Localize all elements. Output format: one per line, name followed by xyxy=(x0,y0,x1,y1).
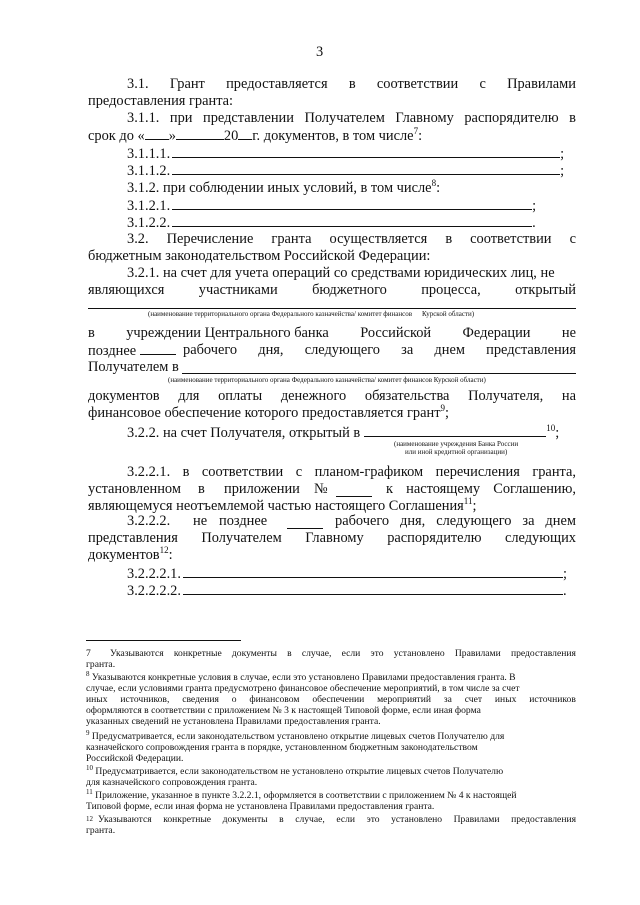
footnote-9-row-1 xyxy=(86,728,576,742)
footnote-9 xyxy=(86,728,576,764)
word: рабочего xyxy=(335,513,390,529)
clause-3-2-2-1-line-1 xyxy=(127,464,576,481)
word: документов xyxy=(88,388,160,404)
footnote-7 xyxy=(86,648,576,670)
footnote-7-last: гранта. xyxy=(86,659,116,670)
footnote-8-last: указанных сведений не установлена Правилами предоставления гранта. xyxy=(86,716,381,727)
footnote-number: 8 xyxy=(86,669,90,678)
line-2-rest xyxy=(386,481,576,498)
word: представления xyxy=(486,342,576,358)
footnote-separator xyxy=(86,640,241,641)
word: рабочего xyxy=(183,342,238,358)
fill-line[interactable] xyxy=(183,565,563,578)
word: перечисления xyxy=(435,464,520,480)
word: конкретные xyxy=(163,814,212,825)
clause-3-1-line-1 xyxy=(127,76,576,93)
word: мероприятий xyxy=(377,694,431,705)
fill-line[interactable] xyxy=(172,162,560,175)
clause-3-2-line-2: бюджетным законодательством Российской Федерации: xyxy=(88,248,431,264)
established: установленном xyxy=(88,481,181,497)
word: соответствии xyxy=(470,231,552,247)
word: Соглашению, xyxy=(493,481,576,497)
word: в xyxy=(287,648,292,659)
word: денежного xyxy=(280,388,347,404)
footnote-7-row-1-words xyxy=(110,648,576,659)
line-text: финансовое обеспечение которого предоставляется грант xyxy=(88,405,441,421)
appendix-number-blank[interactable] xyxy=(336,484,372,497)
word: оплаты xyxy=(218,388,263,404)
caption-part-a: (наименование территориального органа Федерального казначейства/ комитет финансов xyxy=(148,310,413,318)
item-end: ; xyxy=(560,163,565,179)
fill-line[interactable] xyxy=(183,582,563,595)
item-3-2-2-2-2 xyxy=(127,582,567,600)
word: документы xyxy=(231,648,277,659)
footnote-7-row-1 xyxy=(86,648,576,659)
footnote-10-row-1 xyxy=(86,763,576,777)
word: Федерации xyxy=(462,325,531,341)
footnote-number: 12 xyxy=(86,815,93,823)
item-end: . xyxy=(562,583,567,599)
footnote-text: Предусматривается, если законодательством установлено открытие лицевых счетов Получателю для xyxy=(91,731,505,742)
item-label: 3.1.1.1. xyxy=(127,146,171,162)
word: соответствии xyxy=(376,76,459,92)
word: Главному xyxy=(305,530,364,546)
footnote-12-row-1-words xyxy=(98,814,576,825)
word: настоящему xyxy=(406,481,481,497)
treasury-body-line-2[interactable] xyxy=(182,373,576,374)
item-3-1-1-2 xyxy=(127,162,564,180)
word: конкретные xyxy=(173,648,222,659)
footnote-11-row-1 xyxy=(86,787,576,801)
line-4-rest xyxy=(183,342,576,359)
word: днем xyxy=(434,342,465,358)
clause-3-2-2-2-line-3 xyxy=(88,547,173,564)
page-number: 3 xyxy=(316,44,324,60)
fill-line[interactable] xyxy=(172,214,532,227)
clause-3-1-line-2: предоставления гранта: xyxy=(88,93,234,109)
word: Указываются xyxy=(110,648,164,659)
word: следующего xyxy=(304,342,380,358)
word: Получателем xyxy=(201,530,282,546)
word: случае, xyxy=(295,814,325,825)
word: 3.2. xyxy=(127,231,149,247)
word: это xyxy=(370,648,384,659)
word: источников, xyxy=(120,694,170,705)
word: счет xyxy=(464,694,483,705)
fill-line[interactable] xyxy=(172,145,560,158)
bank-caption-2: или иной кредитной организации) xyxy=(405,448,508,456)
treasury-body-line-1[interactable] xyxy=(88,308,576,309)
footnote-8-row-1 xyxy=(86,669,576,683)
word: 3.1.1. xyxy=(127,110,160,126)
clause-3-1-1-line-1 xyxy=(127,110,576,127)
item-label: 3.1.1.2. xyxy=(127,163,171,179)
line-1-rest xyxy=(335,513,576,530)
word: Грант xyxy=(169,76,205,92)
date-quote-close: » xyxy=(168,128,176,144)
word: предоставления xyxy=(511,814,576,825)
item-label: 3.2.2.2.2. xyxy=(127,583,181,599)
word: гранта, xyxy=(532,464,576,480)
clause-3-1-1-line-2 xyxy=(88,127,422,145)
item-3-1-1-1 xyxy=(127,145,564,163)
word: распорядителю xyxy=(464,110,559,126)
word: дня, xyxy=(400,513,426,529)
footnote-9-row-2: казначейского сопровождения гранта в порядке, установленном бюджетным законодательством xyxy=(86,742,478,753)
word: в xyxy=(88,325,95,341)
item-end: . xyxy=(532,215,536,231)
caption-part-b: Курской области) xyxy=(422,310,475,318)
clause-3-2-1-line-1: 3.2.1. на счет для учета операций со средствами юридических лиц, не xyxy=(127,265,555,281)
word: представлении xyxy=(203,110,294,126)
word: предоставления xyxy=(510,648,576,659)
item-end: ; xyxy=(532,198,537,214)
word: Российской xyxy=(360,325,432,341)
word: в xyxy=(569,110,576,126)
item-3-1-2-2 xyxy=(127,214,536,232)
year-prefix: 20 xyxy=(223,128,239,144)
item-label: 3.1.2.1. xyxy=(127,198,171,214)
word: представления xyxy=(88,530,178,546)
line-text: являющемуся неотъемлемой частью настоящего Соглашения xyxy=(88,498,464,514)
word: дня, xyxy=(258,342,284,358)
footnote-ref-9: 9 xyxy=(440,403,445,414)
footnote-number: 11 xyxy=(86,787,93,796)
footnote-8-row-3 xyxy=(86,694,576,705)
word: предоставляется xyxy=(226,76,328,92)
in: в xyxy=(198,481,205,497)
semicolon: ; xyxy=(555,425,560,441)
word: являющихся xyxy=(88,282,165,298)
word: следующих xyxy=(504,530,576,546)
word: открытый xyxy=(515,282,576,298)
word: сведения xyxy=(182,694,219,705)
word: документы xyxy=(222,814,268,825)
word: Правилами xyxy=(453,814,500,825)
treasury-body-caption-1 xyxy=(148,310,474,318)
word: о xyxy=(231,694,237,705)
word: участниками xyxy=(198,282,278,298)
footnote-10 xyxy=(86,763,576,788)
word: в xyxy=(182,464,190,480)
word: к xyxy=(386,481,393,497)
clause-3-2-1-line-6 xyxy=(88,388,576,405)
later-than: позднее xyxy=(219,513,268,529)
colon: : xyxy=(418,128,423,144)
word: с xyxy=(479,76,486,92)
word: на xyxy=(561,388,576,404)
word: Получателя, xyxy=(468,388,544,404)
word: бюджетного xyxy=(312,282,387,298)
word: если xyxy=(341,648,361,659)
word: 3.1. xyxy=(127,76,149,92)
month-blank[interactable] xyxy=(176,127,224,140)
footnote-12 xyxy=(86,814,576,836)
footnote-9-last: Российской Федерации. xyxy=(86,753,184,764)
word: за xyxy=(443,694,452,705)
clause-3-2-1-line-4 xyxy=(88,342,576,360)
colon: : xyxy=(436,180,441,196)
word: установлено xyxy=(391,814,443,825)
footnote-ref-8: 8 xyxy=(431,178,437,189)
word: за xyxy=(522,513,535,529)
item-end: ; xyxy=(560,146,565,162)
word: обязательства xyxy=(364,388,450,404)
word: не xyxy=(561,325,576,341)
footnote-text: Предусматривается, если законодательством не установлено открытие лицевых счетов Получателю xyxy=(95,766,504,777)
clause-3-2-1-line-7 xyxy=(88,405,449,422)
footnote-12-last: гранта. xyxy=(86,825,116,836)
item-3-2-2-2-1 xyxy=(127,565,567,583)
word: с xyxy=(569,231,576,247)
footnote-11 xyxy=(86,787,576,812)
word: днем xyxy=(545,513,576,529)
footnote-text: Приложение, указанное в пункте 3.2.2.1, оформляется в соответствии с приложением № 4 к настоящей xyxy=(95,790,517,801)
footnote-8-row-4: оформляются в соответствии с приложением № 3 к настоящей Типовой форме, если иная форма xyxy=(86,705,481,716)
word: если xyxy=(336,814,356,825)
word: в xyxy=(445,231,453,247)
footnote-8 xyxy=(86,669,576,727)
colon: : xyxy=(168,547,173,563)
word: при xyxy=(169,110,193,126)
footnote-text: Указываются конкретные условия в случае, если это установлено Правилами предоставления гранта. В xyxy=(91,672,516,683)
word: финансовом xyxy=(249,694,300,705)
footnote-number: 9 xyxy=(86,728,90,737)
word: установлено xyxy=(393,648,445,659)
word: соответствии xyxy=(201,464,284,480)
line-text: документов xyxy=(88,547,160,563)
word: гранта xyxy=(271,231,312,247)
date-prefix: срок до « xyxy=(88,128,145,144)
footnote-10-last: для казначейского сопровождения гранта. xyxy=(86,777,258,788)
word: с xyxy=(295,464,303,480)
word: 3.2.2.1. xyxy=(127,464,171,480)
clause-3-2-1-line-5: Получателем в xyxy=(88,359,179,375)
word: за xyxy=(401,342,414,358)
word: для xyxy=(178,388,200,404)
bank-blank[interactable] xyxy=(364,424,546,437)
footnote-11-last: Типовой форме, если иная форма не установлена Правилами предоставления гранта. xyxy=(86,801,435,812)
item-label: 3.1.2.2. xyxy=(127,215,171,231)
word: обеспечении xyxy=(312,694,365,705)
word: осуществляется xyxy=(329,231,428,247)
word: иных xyxy=(86,694,108,705)
clause-3-1-2 xyxy=(127,180,440,197)
treasury-body-caption-2: (наименование территориального органа Федерального казначейства/ комитет финансов Курской области) xyxy=(168,376,486,384)
days-blank[interactable] xyxy=(140,342,176,355)
year-blank[interactable] xyxy=(238,127,252,140)
footnote-ref-10: 10 xyxy=(546,423,556,434)
word: Перечисление xyxy=(166,231,254,247)
word: планом-графиком xyxy=(314,464,424,480)
semicolon: ; xyxy=(445,405,449,421)
clause-text: 3.1.2. при соблюдении иных условий, в том числе xyxy=(127,180,432,196)
footnote-8-row-2: случае, если условиями гранта предусмотрено финансовое обеспечение мероприятий, в том числе за счет xyxy=(86,683,520,694)
word: источников xyxy=(529,694,576,705)
footnote-ref-12: 12 xyxy=(159,545,169,556)
word: процесса, xyxy=(421,282,481,298)
later-than: позднее xyxy=(88,343,137,359)
item-end: ; xyxy=(562,566,567,582)
semicolon: ; xyxy=(472,498,477,514)
fill-line[interactable] xyxy=(172,197,532,210)
clause-3-2-1-line-3 xyxy=(88,325,576,342)
bank-caption-1: (наименование учреждения Банка России xyxy=(394,440,519,448)
clause-3-2-1-line-2 xyxy=(88,282,576,299)
word: Главному xyxy=(395,110,454,126)
number-sign: № xyxy=(314,481,328,497)
word: Получателем xyxy=(304,110,385,126)
day-blank[interactable] xyxy=(145,127,169,140)
days-blank[interactable] xyxy=(287,516,323,529)
item-3-1-2-1 xyxy=(127,197,536,215)
clause-3-2-line-1 xyxy=(127,231,576,248)
clause-number: 3.2.2.2. xyxy=(127,513,171,529)
date-suffix: г. документов, в том числе xyxy=(252,128,414,144)
word: в xyxy=(348,76,356,92)
footnote-ref-7: 7 xyxy=(413,126,419,137)
word: учреждении Центрального банка xyxy=(126,325,329,341)
word: Указываются xyxy=(98,814,152,825)
word: следующего xyxy=(436,513,512,529)
footnote-number: 7 xyxy=(86,648,91,659)
footnote-number: 10 xyxy=(86,763,93,772)
appendix: приложении xyxy=(224,481,300,497)
word: распорядителю xyxy=(387,530,482,546)
word: случае, xyxy=(301,648,332,659)
not: не xyxy=(193,513,208,529)
word: Правилами xyxy=(454,648,501,659)
word: в xyxy=(279,814,284,825)
word: это xyxy=(366,814,380,825)
word: иных xyxy=(494,694,517,705)
clause-text: 3.2.2. на счет Получателя, открытый в xyxy=(127,425,361,441)
footnote-12-row-1 xyxy=(86,814,576,825)
item-label: 3.2.2.2.1. xyxy=(127,566,181,582)
word: Правилами xyxy=(507,76,576,92)
footnote-ref-11: 11 xyxy=(463,496,473,507)
